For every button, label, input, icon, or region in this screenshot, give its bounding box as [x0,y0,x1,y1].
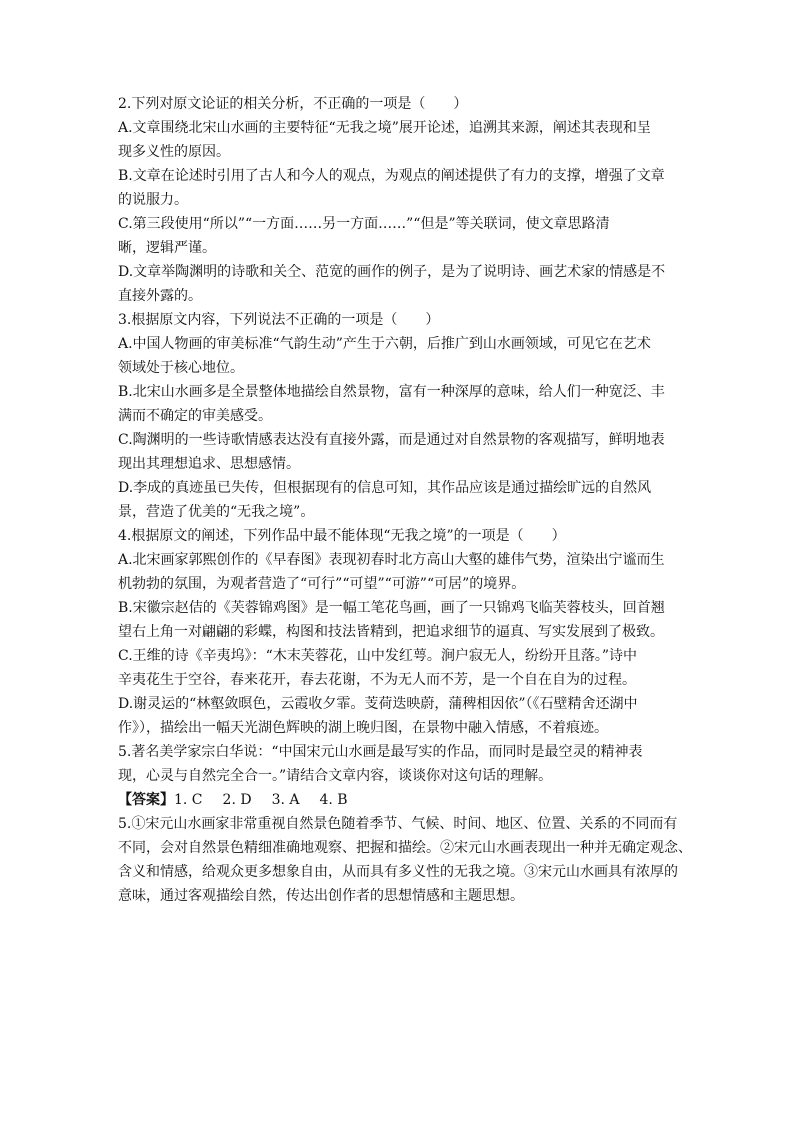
question-2-option-b: B.文章在论述时引用了古人和今人的观点，为观点的阐述提供了有力的支撑，增强了文章 [118,168,665,184]
question-3-option-b: B.北宋山水画多是全景整体地描绘自然景物，富有一种深厚的意味，给人们一种宽泛、丰 [118,384,665,400]
question-4-option-a: A.北宋画家郭熙创作的《早春图》表现初春时北方高山大壑的雄伟气势，渲染出宁谧而生 [118,552,665,568]
answer-5-line: 意味，通过客观描绘自然，传达出创作者的思想情感和主题思想。 [118,888,524,904]
answer-item: 1. C [174,792,203,808]
question-2-option-a: A.文章围绕北宋山水画的主要特征“无我之境”展开论述，追溯其来源，阐述其表现和呈 [118,120,651,136]
question-3-option-c: C.陶渊明的一些诗歌情感表达没有直接外露，而是通过对自然景物的客观描写，鲜明地表 [118,432,665,448]
answer-item: 3. A [271,792,300,808]
answer-5-line: 不同，会对自然景色精细准确地观察、把握和描绘。②宋元山水画表现出一种并无确定观念、 [118,840,692,856]
question-2-option-c-cont: 晰，逻辑严谨。 [118,240,216,256]
answer-item: 2. D [222,792,252,808]
answer-label: 【答案】 [118,792,174,808]
question-4-option-d-cont: 作》），描绘出一幅天光湖色辉映的湖上晚归图，在景物中融入情感，不着痕迹。 [118,720,608,736]
question-2-option-d: D.文章举陶渊明的诗歌和关仝、范宽的画作的例子，是为了说明诗、画艺术家的情感是不 [118,264,666,280]
document-page [118,92,692,908]
question-4-stem: 4.根据原文的阐述，下列作品中最不能体现“无我之境”的一项是（ ） [118,528,566,544]
question-5-stem: 5.著名美学家宗白华说：“中国宋元山水画是最写实的作品，而同时是最空灵的精神表 [118,744,643,760]
question-3-option-b-cont: 满而不确定的审美感受。 [118,408,272,424]
question-4-option-d: D.谢灵运的“林壑敛暝色，云霞收夕霏。芰荷迭映蔚，蒲稗相因依”（《石壁精舍还湖中 [118,696,638,712]
question-3-option-a-cont: 领域处于核心地位。 [118,360,244,376]
question-3-option-d-cont: 景，营造了优美的“无我之境”。 [118,504,315,520]
question-3-option-c-cont: 现出其理想追求、思想感情。 [118,456,300,472]
question-2-stem: 2.下列对原文论证的相关分析，不正确的一项是（ ） [118,96,468,112]
question-3-option-a: A.中国人物画的审美标准“气韵生动”产生于六朝，后推广到山水画领域，可见它在艺术 [118,336,651,352]
question-5-stem-cont: 现，心灵与自然完全合一。”请结合文章内容，谈谈你对这句话的理解。 [118,768,553,784]
question-4-option-a-cont: 机勃勃的氛围，为观者营造了“可行”“可望”“可游”“可居”的境界。 [118,576,526,592]
question-4-option-c: C.王维的诗《辛夷坞》：“木末芙蓉花，山中发红萼。涧户寂无人，纷纷开且落。”诗中 [118,648,637,664]
question-2-option-a-cont: 现多义性的原因。 [118,144,230,160]
question-4-option-b-cont: 望右上角一对翩翩的彩蝶，构图和技法皆精到，把追求细节的逼真、写实发展到了极致。 [118,624,664,640]
question-2-option-b-cont: 的说服力。 [118,192,188,208]
answer-5-line: 含义和情感，给观众更多想象自由，从而具有多义性的无我之境。③宋元山水画具有浓厚的 [118,864,678,880]
question-3-stem: 3.根据原文内容，下列说法不正确的一项是（ ） [118,312,440,328]
question-4-option-b: B.宋徽宗赵佶的《芙蓉锦鸡图》是一幅工笔花鸟画，画了一只锦鸡飞临芙蓉枝头，回首翘 [118,600,665,616]
question-4-option-c-cont: 辛夷花生于空谷，春来花开，春去花谢，不为无人而不芳，是一个自在自为的过程。 [118,672,636,688]
question-2-option-d-cont: 直接外露的。 [118,288,202,304]
question-3-option-d: D.李成的真迹虽已失传，但根据现有的信息可知，其作品应该是通过描绘旷远的自然风 [118,480,652,496]
answer-5-line: 5.①宋元山水画家非常重视自然景色随着季节、气候、时间、地区、位置、关系的不同而有 [118,816,678,832]
answer-item: 4. B [319,792,348,808]
answer-key [118,788,678,812]
question-2-option-c: C.第三段使用“所以”“一方面……另一方面……”“但是”等关联词，使文章思路清 [118,216,610,232]
